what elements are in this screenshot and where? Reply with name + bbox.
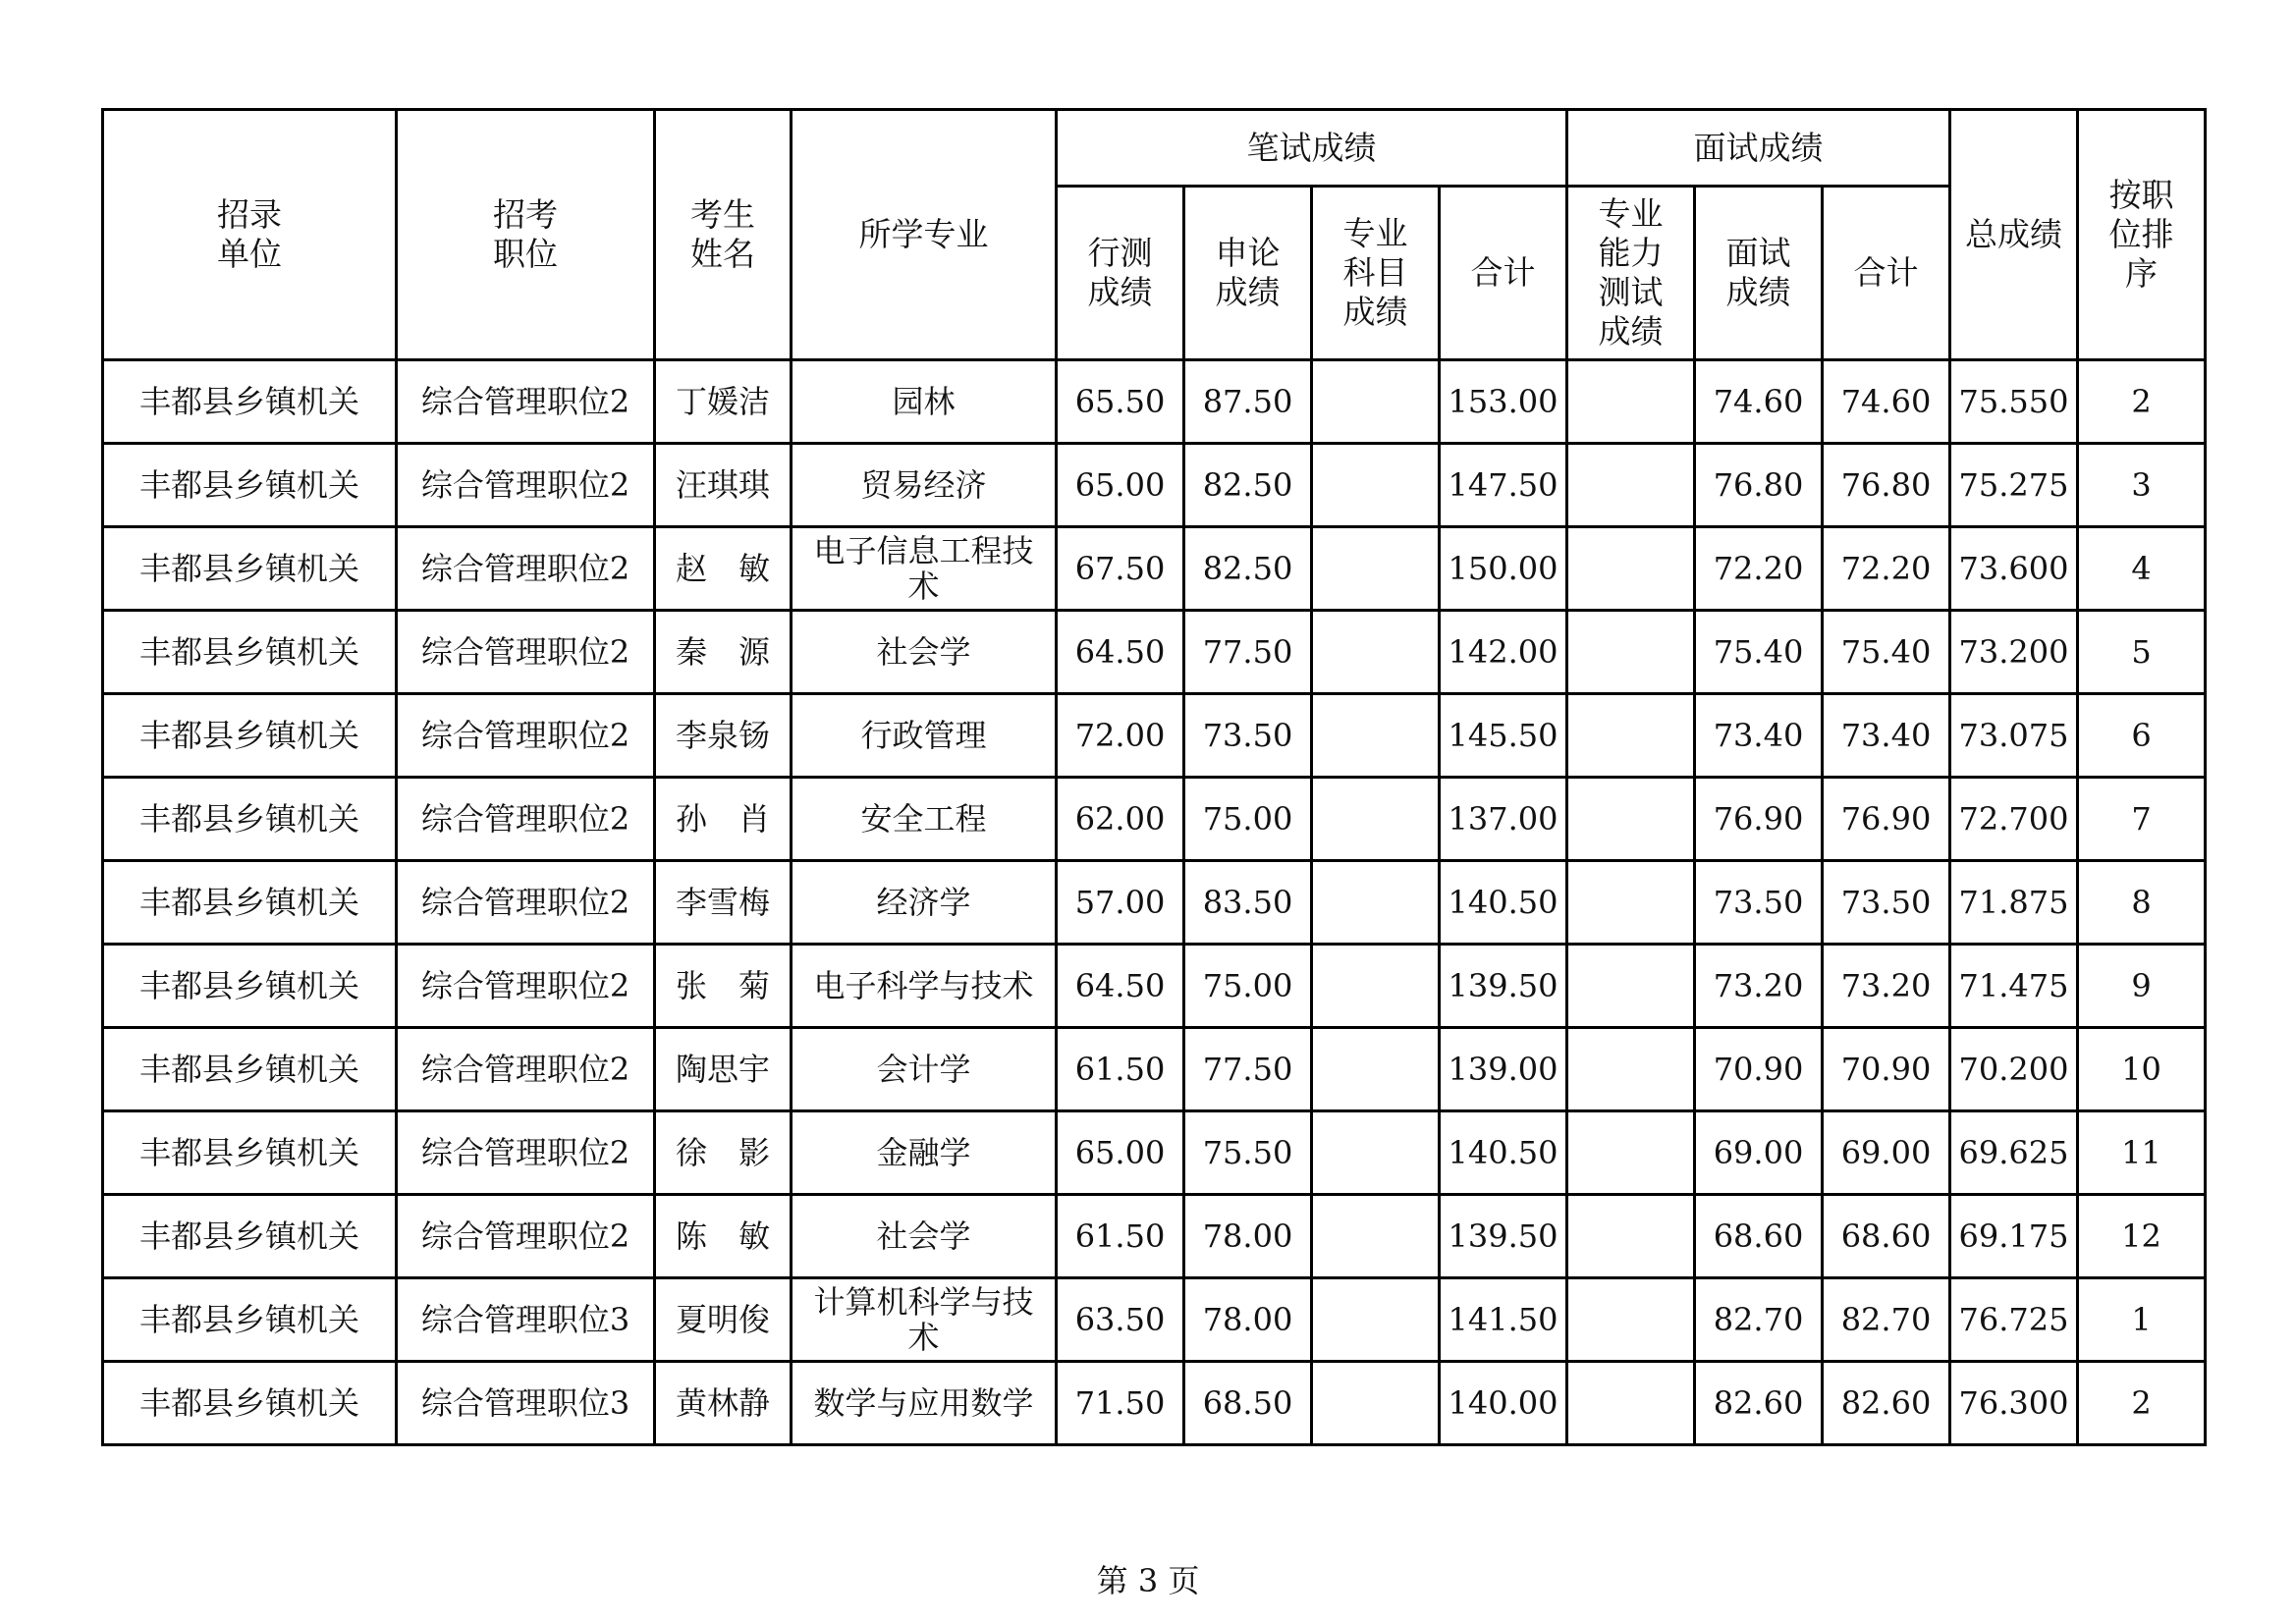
cell-interview: 73.40: [1695, 694, 1823, 778]
cell-interview-total: 82.60: [1823, 1362, 1950, 1445]
cell-xingce: 57.00: [1057, 861, 1184, 945]
cell-special: [1312, 1195, 1440, 1278]
cell-major: 贸易经济: [792, 444, 1057, 527]
cell-rank: 2: [2078, 360, 2206, 444]
cell-major: 行政管理: [792, 694, 1057, 778]
cell-ability: [1567, 444, 1695, 527]
header-written-total: 合计: [1440, 187, 1567, 360]
cell-xingce: 65.00: [1057, 1111, 1184, 1195]
cell-ability: [1567, 694, 1695, 778]
cell-name: 张 菊: [655, 945, 792, 1028]
cell-major: 园林: [792, 360, 1057, 444]
cell-unit: 丰都县乡镇机关: [103, 1195, 397, 1278]
cell-unit: 丰都县乡镇机关: [103, 1111, 397, 1195]
cell-name: 黄林静: [655, 1362, 792, 1445]
cell-ability: [1567, 611, 1695, 694]
cell-total: 71.875: [1950, 861, 2078, 945]
cell-interview-total: 73.20: [1823, 945, 1950, 1028]
cell-interview-total: 76.80: [1823, 444, 1950, 527]
cell-xingce: 62.00: [1057, 778, 1184, 861]
cell-written-total: 139.00: [1440, 1028, 1567, 1111]
cell-position: 综合管理职位3: [397, 1362, 655, 1445]
cell-special: [1312, 1278, 1440, 1362]
cell-shenlun: 77.50: [1184, 611, 1312, 694]
header-written-xingce: 行测 成绩: [1057, 187, 1184, 360]
cell-written-total: 140.00: [1440, 1362, 1567, 1445]
cell-total: 71.475: [1950, 945, 2078, 1028]
cell-ability: [1567, 360, 1695, 444]
cell-total: 76.300: [1950, 1362, 2078, 1445]
cell-interview-total: 75.40: [1823, 611, 1950, 694]
score-table: [101, 108, 2296, 1446]
cell-total: 69.175: [1950, 1195, 2078, 1278]
cell-name: 夏明俊: [655, 1278, 792, 1362]
cell-unit: 丰都县乡镇机关: [103, 945, 397, 1028]
cell-xingce: 71.50: [1057, 1362, 1184, 1445]
header-written-shenlun: 申论 成绩: [1184, 187, 1312, 360]
cell-position: 综合管理职位2: [397, 611, 655, 694]
cell-interview-total: 73.40: [1823, 694, 1950, 778]
cell-total: 73.200: [1950, 611, 2078, 694]
table-row: [103, 1195, 2296, 1278]
cell-ability: [1567, 1278, 1695, 1362]
cell-interview: 74.60: [1695, 360, 1823, 444]
cell-major: 社会学: [792, 611, 1057, 694]
cell-special: [1312, 694, 1440, 778]
header-written-special: 专业 科目 成绩: [1312, 187, 1440, 360]
cell-position: 综合管理职位2: [397, 861, 655, 945]
cell-total: 76.725: [1950, 1278, 2078, 1362]
cell-interview-total: 73.50: [1823, 861, 1950, 945]
cell-total: 70.200: [1950, 1028, 2078, 1111]
cell-name: 赵 敏: [655, 527, 792, 611]
table-row: [103, 527, 2296, 611]
cell-position: 综合管理职位2: [397, 945, 655, 1028]
table-row: [103, 1028, 2296, 1111]
cell-interview: 69.00: [1695, 1111, 1823, 1195]
cell-interview-total: 68.60: [1823, 1195, 1950, 1278]
cell-name: 孙 肖: [655, 778, 792, 861]
header-unit: 招录 单位: [103, 110, 397, 360]
cell-position: 综合管理职位2: [397, 1028, 655, 1111]
cell-interview-total: 74.60: [1823, 360, 1950, 444]
cell-special: [1312, 1028, 1440, 1111]
cell-ability: [1567, 1028, 1695, 1111]
cell-ability: [1567, 527, 1695, 611]
cell-rank: 9: [2078, 945, 2206, 1028]
cell-major: 经济学: [792, 861, 1057, 945]
cell-interview: 76.90: [1695, 778, 1823, 861]
cell-special: [1312, 1111, 1440, 1195]
cell-position: 综合管理职位2: [397, 527, 655, 611]
cell-rank: 4: [2078, 527, 2206, 611]
cell-position: 综合管理职位3: [397, 1278, 655, 1362]
cell-interview: 72.20: [1695, 527, 1823, 611]
cell-interview-total: 76.90: [1823, 778, 1950, 861]
table-row: [103, 694, 2296, 778]
cell-name: 徐 影: [655, 1111, 792, 1195]
header-interview-score: 面试 成绩: [1695, 187, 1823, 360]
cell-unit: 丰都县乡镇机关: [103, 778, 397, 861]
cell-special: [1312, 611, 1440, 694]
cell-unit: 丰都县乡镇机关: [103, 1028, 397, 1111]
table-header: [103, 110, 2296, 360]
cell-shenlun: 77.50: [1184, 1028, 1312, 1111]
cell-major: 数学与应用数学: [792, 1362, 1057, 1445]
cell-shenlun: 78.00: [1184, 1195, 1312, 1278]
header-rank: 按职 位排 序: [2078, 110, 2206, 360]
cell-interview: 75.40: [1695, 611, 1823, 694]
cell-rank: 11: [2078, 1111, 2206, 1195]
cell-major: 安全工程: [792, 778, 1057, 861]
cell-written-total: 142.00: [1440, 611, 1567, 694]
cell-written-total: 150.00: [1440, 527, 1567, 611]
cell-position: 综合管理职位2: [397, 778, 655, 861]
cell-unit: 丰都县乡镇机关: [103, 861, 397, 945]
cell-ability: [1567, 861, 1695, 945]
cell-special: [1312, 360, 1440, 444]
cell-unit: 丰都县乡镇机关: [103, 694, 397, 778]
cell-special: [1312, 945, 1440, 1028]
cell-unit: 丰都县乡镇机关: [103, 360, 397, 444]
cell-ability: [1567, 1111, 1695, 1195]
cell-xingce: 63.50: [1057, 1278, 1184, 1362]
cell-interview: 73.50: [1695, 861, 1823, 945]
cell-name: 李泉钖: [655, 694, 792, 778]
cell-rank: 6: [2078, 694, 2206, 778]
cell-written-total: 147.50: [1440, 444, 1567, 527]
cell-shenlun: 75.00: [1184, 778, 1312, 861]
header-major: 所学专业: [792, 110, 1057, 360]
cell-shenlun: 73.50: [1184, 694, 1312, 778]
cell-position: 综合管理职位2: [397, 360, 655, 444]
cell-written-total: 153.00: [1440, 360, 1567, 444]
cell-xingce: 65.00: [1057, 444, 1184, 527]
cell-total: 69.625: [1950, 1111, 2078, 1195]
header-total-score: 总成绩: [1950, 110, 2078, 360]
cell-name: 陈 敏: [655, 1195, 792, 1278]
cell-major: 社会学: [792, 1195, 1057, 1278]
cell-special: [1312, 527, 1440, 611]
cell-major: 电子科学与技术: [792, 945, 1057, 1028]
cell-major: 电子信息工程技术: [792, 527, 1057, 611]
cell-rank: 3: [2078, 444, 2206, 527]
table-row: [103, 861, 2296, 945]
cell-rank: 10: [2078, 1028, 2206, 1111]
cell-rank: 2: [2078, 1362, 2206, 1445]
cell-ability: [1567, 1362, 1695, 1445]
cell-written-total: 140.50: [1440, 1111, 1567, 1195]
cell-special: [1312, 861, 1440, 945]
cell-unit: 丰都县乡镇机关: [103, 1362, 397, 1445]
cell-xingce: 72.00: [1057, 694, 1184, 778]
cell-name: 秦 源: [655, 611, 792, 694]
cell-interview: 82.70: [1695, 1278, 1823, 1362]
cell-interview: 73.20: [1695, 945, 1823, 1028]
cell-written-total: 139.50: [1440, 1195, 1567, 1278]
cell-interview: 76.80: [1695, 444, 1823, 527]
table-row: [103, 778, 2296, 861]
cell-name: 丁媛洁: [655, 360, 792, 444]
cell-major: 会计学: [792, 1028, 1057, 1111]
cell-shenlun: 82.50: [1184, 444, 1312, 527]
header-position: 招考 职位: [397, 110, 655, 360]
header-written-group: 笔试成绩: [1057, 110, 1567, 187]
cell-rank: 1: [2078, 1278, 2206, 1362]
cell-shenlun: 75.00: [1184, 945, 1312, 1028]
cell-unit: 丰都县乡镇机关: [103, 1278, 397, 1362]
cell-shenlun: 68.50: [1184, 1362, 1312, 1445]
cell-position: 综合管理职位2: [397, 1195, 655, 1278]
table-row: [103, 1362, 2296, 1445]
page-number: 第 3 页: [1096, 1562, 1200, 1599]
cell-xingce: 67.50: [1057, 527, 1184, 611]
cell-unit: 丰都县乡镇机关: [103, 527, 397, 611]
cell-xingce: 61.50: [1057, 1195, 1184, 1278]
cell-total: 73.600: [1950, 527, 2078, 611]
cell-interview-total: 70.90: [1823, 1028, 1950, 1111]
cell-xingce: 65.50: [1057, 360, 1184, 444]
header-name: 考生 姓名: [655, 110, 792, 360]
table-row: [103, 1111, 2296, 1195]
cell-total: 72.700: [1950, 778, 2078, 861]
table-row: [103, 1278, 2296, 1362]
cell-shenlun: 87.50: [1184, 360, 1312, 444]
cell-special: [1312, 444, 1440, 527]
cell-shenlun: 83.50: [1184, 861, 1312, 945]
header-interview-group: 面试成绩: [1567, 110, 1950, 187]
cell-interview: 70.90: [1695, 1028, 1823, 1111]
cell-xingce: 61.50: [1057, 1028, 1184, 1111]
cell-ability: [1567, 778, 1695, 861]
table-row: [103, 945, 2296, 1028]
cell-major: 金融学: [792, 1111, 1057, 1195]
cell-written-total: 139.50: [1440, 945, 1567, 1028]
cell-total: 75.550: [1950, 360, 2078, 444]
cell-special: [1312, 1362, 1440, 1445]
cell-major: 计算机科学与技术: [792, 1278, 1057, 1362]
cell-ability: [1567, 945, 1695, 1028]
cell-total: 73.075: [1950, 694, 2078, 778]
cell-shenlun: 78.00: [1184, 1278, 1312, 1362]
header-interview-ability: 专业 能力 测试 成绩: [1567, 187, 1695, 360]
header-interview-total: 合计: [1823, 187, 1950, 360]
table-row: [103, 444, 2296, 527]
cell-interview: 68.60: [1695, 1195, 1823, 1278]
cell-rank: 8: [2078, 861, 2206, 945]
cell-rank: 12: [2078, 1195, 2206, 1278]
cell-name: 陶思宇: [655, 1028, 792, 1111]
cell-written-total: 140.50: [1440, 861, 1567, 945]
cell-interview-total: 72.20: [1823, 527, 1950, 611]
cell-shenlun: 75.50: [1184, 1111, 1312, 1195]
table-body: [103, 360, 2296, 1445]
cell-total: 75.275: [1950, 444, 2078, 527]
cell-interview-total: 69.00: [1823, 1111, 1950, 1195]
cell-xingce: 64.50: [1057, 945, 1184, 1028]
cell-written-total: 141.50: [1440, 1278, 1567, 1362]
cell-shenlun: 82.50: [1184, 527, 1312, 611]
cell-position: 综合管理职位2: [397, 1111, 655, 1195]
cell-name: 汪琪琪: [655, 444, 792, 527]
table-row: [103, 611, 2296, 694]
cell-rank: 5: [2078, 611, 2206, 694]
cell-unit: 丰都县乡镇机关: [103, 611, 397, 694]
cell-position: 综合管理职位2: [397, 444, 655, 527]
cell-interview: 82.60: [1695, 1362, 1823, 1445]
cell-xingce: 64.50: [1057, 611, 1184, 694]
cell-rank: 7: [2078, 778, 2206, 861]
cell-written-total: 145.50: [1440, 694, 1567, 778]
cell-interview-total: 82.70: [1823, 1278, 1950, 1362]
table-row: [103, 360, 2296, 444]
cell-written-total: 137.00: [1440, 778, 1567, 861]
cell-position: 综合管理职位2: [397, 694, 655, 778]
cell-special: [1312, 778, 1440, 861]
cell-ability: [1567, 1195, 1695, 1278]
cell-name: 李雪梅: [655, 861, 792, 945]
cell-unit: 丰都县乡镇机关: [103, 444, 397, 527]
